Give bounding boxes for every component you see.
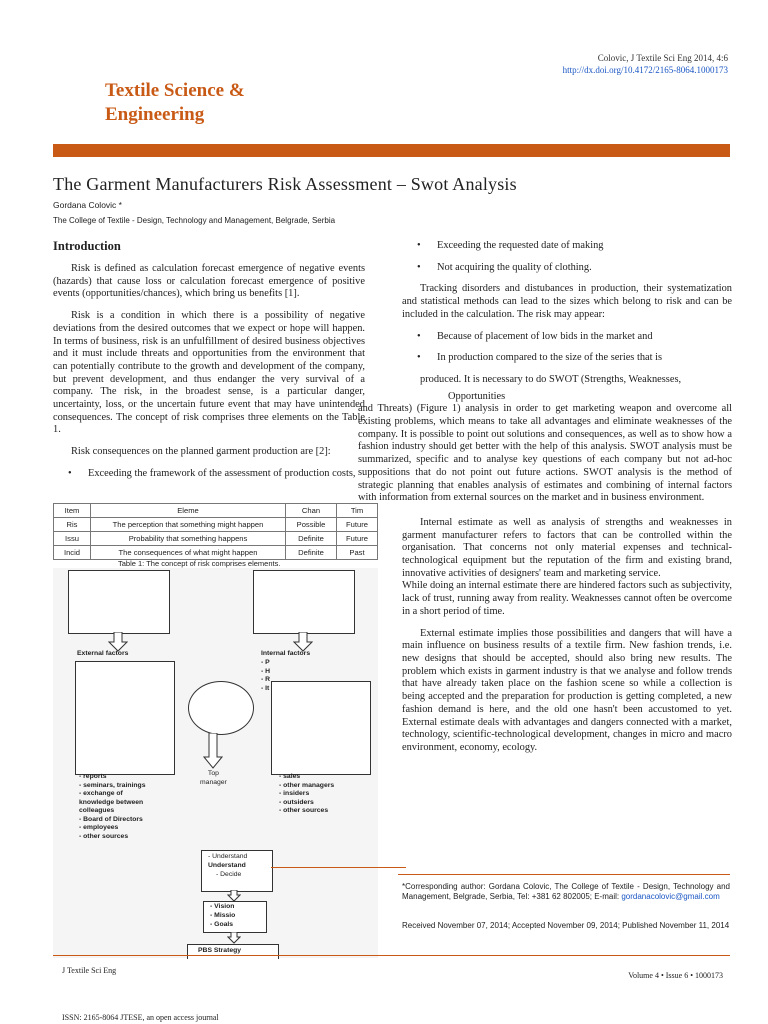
top-manager-text: Top manager [200, 770, 227, 786]
citation-header [563, 52, 728, 76]
paragraph: Opportunities [448, 390, 506, 402]
factor-item: - other sources [279, 807, 329, 814]
factor-item: knowledge between [79, 798, 144, 806]
footer-issn: ISSN: 2165-8064 JTESE, an open access journal [62, 1013, 219, 1022]
left-column [53, 263, 365, 490]
arrow-down-icon [108, 632, 128, 652]
factor-item: - reports [79, 773, 107, 780]
citation-text: Colovic, J Textile Sci Eng 2014, 4:6 [597, 53, 728, 63]
footer-divider [53, 955, 730, 956]
factor-item: colleagues [79, 807, 115, 814]
table-caption: Table 1: The concept of risk comprises elements. [118, 559, 281, 568]
author-email-link[interactable]: gordanacolovic@gmail.com [621, 892, 720, 901]
article-dates: Received November 07, 2014; Accepted November 09, 2014; Published November 11, 2014 [402, 921, 730, 930]
internal-top-items [261, 659, 270, 693]
factor-item: - sales [279, 773, 301, 780]
factor-item: - R [261, 676, 271, 683]
paragraph: Tracking disorders and distubances in production, their systematization and statistical methods can lead to the sizes which belong to risk and can be included in the calculation. The risk may appear: [402, 283, 732, 320]
table-header-cell: Chan [286, 504, 337, 518]
bullet-item: • Exceeding the framework of the assessment of production costs, [68, 468, 365, 481]
paragraph: While doing an internal estimate there are hindered factors such as subjectivity, lack of trust, running away from reality. Weaknesses cannot often be overcome in a short period of time. [402, 580, 732, 617]
paragraph: produced. It is necessary to do SWOT (Strengths, Weaknesses, [420, 373, 682, 385]
section-heading-introduction: Introduction [53, 239, 121, 253]
arrow-down-icon [293, 632, 313, 652]
table-row [54, 532, 378, 546]
table-cell: Definite [286, 546, 337, 560]
journal-title-line1: Textile Science & [105, 80, 245, 101]
table-cell: Ris [54, 518, 91, 532]
figure-box-internal-top [253, 570, 355, 634]
figure-box-internal-mid [271, 681, 371, 775]
journal-title-line2: Engineering [105, 104, 205, 125]
figure-box-external-mid [75, 661, 175, 775]
factor-item: - insiders [279, 790, 310, 797]
paragraph: Risk consequences on the planned garment production are [2]: [71, 446, 331, 458]
table-cell: Future [337, 518, 378, 532]
header-divider-bar [53, 144, 730, 157]
arrow-down-icon [227, 932, 241, 944]
factor-item: - seminars, trainings [79, 781, 146, 789]
risk-elements-table [53, 503, 378, 560]
decide-label: - Decide [216, 871, 242, 878]
table-cell: Definite [286, 532, 337, 546]
bullet-item: • Exceeding the requested date of making [417, 240, 732, 253]
internal-factor-list [279, 773, 334, 816]
factor-item: - H [261, 667, 271, 675]
article-affiliation: The College of Textile - Design, Technology and Management, Belgrade, Serbia [53, 216, 336, 225]
vision-mission-box [203, 901, 267, 933]
factor-item: - other managers [279, 781, 335, 789]
vision-label: - Vision [210, 903, 235, 910]
external-factor-list [79, 773, 145, 841]
top-manager-ellipse [188, 681, 254, 735]
paragraph: External estimate implies those possibilities and dangers that will have a main influence on business results of a textile firm. New fashion trends, i.e. new designs that should be accepted, should also bring new results. The problem which exists in garment industry is that we analyse and follow trends that have already taken place on the fashion scene so while a collection is being accepted and the preparation for production is getting completed, a new fashion demand is here, and the old one hasn't been accustomed to yet. External estimate deals with advantages and dangers connected with a market, technology, scientific-technological development, changes in micro and macro environment, economy, ecology. [402, 627, 732, 753]
factor-item: - outsiders [279, 798, 314, 806]
table-header-cell: Item [54, 504, 91, 518]
bullet-item: • In production compared to the size of the series that is [417, 352, 732, 365]
external-factors-label: External factors [77, 650, 129, 657]
table-cell: The consequences of what might happen [91, 546, 286, 560]
correspondence-divider [398, 874, 730, 875]
table-header-row [54, 504, 378, 518]
table-cell: Possible [286, 518, 337, 532]
figure-box-external-top [68, 570, 170, 634]
paragraph: Risk is a condition in which there is a possibility of negative deviations from the desired outcomes that we expect or hope will happen. In terms of business, risk is an unfulfillment of desired business objectives and it must include threats and opportunities from the environment that can potentially contribute to the growth and development of the company, but prevent development, and thus endanger the very survival of a company. The risk, in the broadest sense, is a particular danger, uncertainty, loss, or the uncertain future event that may have unintended consequences. The concept of risk comprises three elements on the Table 1. [53, 310, 365, 436]
internal-factors-label: Internal factors [261, 650, 311, 657]
doi-link[interactable]: http://dx.doi.org/10.4172/2165-8064.1000173 [562, 65, 728, 75]
factor-item: - It [261, 684, 270, 692]
bullet-list [402, 331, 732, 365]
bullet-item: • Because of placement of low bids in the market and [417, 331, 732, 344]
article-title: The Garment Manufacturers Risk Assessment – Swot Analysis [53, 174, 517, 194]
factor-item: - other sources [79, 832, 129, 840]
table-header-cell: Eleme [91, 504, 286, 518]
journal-title [105, 79, 245, 127]
understand-label-2: Understand [208, 862, 246, 869]
factor-item: - P [261, 659, 270, 666]
table-cell: The perception that something might happen [91, 518, 286, 532]
footer-volume: Volume 4 • Issue 6 • 1000173 [628, 971, 723, 980]
table-cell: Probability that something happens [91, 532, 286, 546]
swot-figure [53, 568, 378, 958]
mission-label: - Missio [210, 912, 236, 919]
bullet-list [53, 468, 365, 481]
understand-label: - Understand [208, 853, 248, 860]
strategy-box [187, 944, 279, 959]
corresponding-author [402, 882, 730, 902]
table-cell: Past [337, 546, 378, 560]
strategy-label: PBS Strategy [198, 947, 242, 954]
corresponding-author-text: *Corresponding author: Gordana Colovic, The College of Textile - Design, Technology and Management, Belgrade, Serbia, Tel: +381 62 802005; E-mail: [402, 882, 730, 901]
bullet-list [402, 240, 732, 274]
goals-label: - Goals [210, 921, 234, 928]
right-column [358, 240, 732, 764]
arrow-down-icon [203, 733, 223, 769]
connector-line [271, 867, 406, 868]
paragraph: and Threats) (Figure 1) analysis in order to get marketing weapon and overcome all existing problems, which means to take all advantages and eliminate weaknesses of the company. It is possible to point out solutions and consequences, as well as to show how a fashion industry should get better with the help of this analysis. SWOT analysis must be summarized, specific and to analyse key questions of each company but not ad-hoc suppositions that do not point out future actions. SWOT analysis is the method of strategic planning that enables analysis of estimates and combining of internal factors with information from external sources on the market and in business environment. [358, 403, 732, 504]
table-cell: Future [337, 532, 378, 546]
factor-item: - Board of Directors [79, 815, 143, 823]
table-header-cell: Tim [337, 504, 378, 518]
table-row [54, 518, 378, 532]
top-manager-label [200, 770, 227, 787]
footer-journal: J Textile Sci Eng [62, 966, 117, 975]
paragraph: Internal estimate as well as analysis of strengths and weaknesses in garment manufacturer refers to factors that can be controlled within the organisation. That concerns not only material expenses and technical- technological equipment but the reputation of the firm and existing brand, innovative activities of designers' team and marketing service. [402, 516, 732, 579]
factor-item: - employees [79, 824, 119, 831]
bullet-item: • Not acquiring the quality of clothing. [417, 262, 732, 275]
understand-decide-box [201, 850, 273, 892]
paragraph: Risk is defined as calculation forecast emergence of negative events (hazards) that cause loss or calculation forecast emergence of positive events (opportunities/chances), which bring us benefits [1]. [53, 263, 365, 300]
table-cell: Incid [54, 546, 91, 560]
table-cell: Issu [54, 532, 91, 546]
article-author: Gordana Colovic * [53, 200, 122, 210]
factor-item: - exchange of [79, 790, 123, 797]
table-row [54, 546, 378, 560]
